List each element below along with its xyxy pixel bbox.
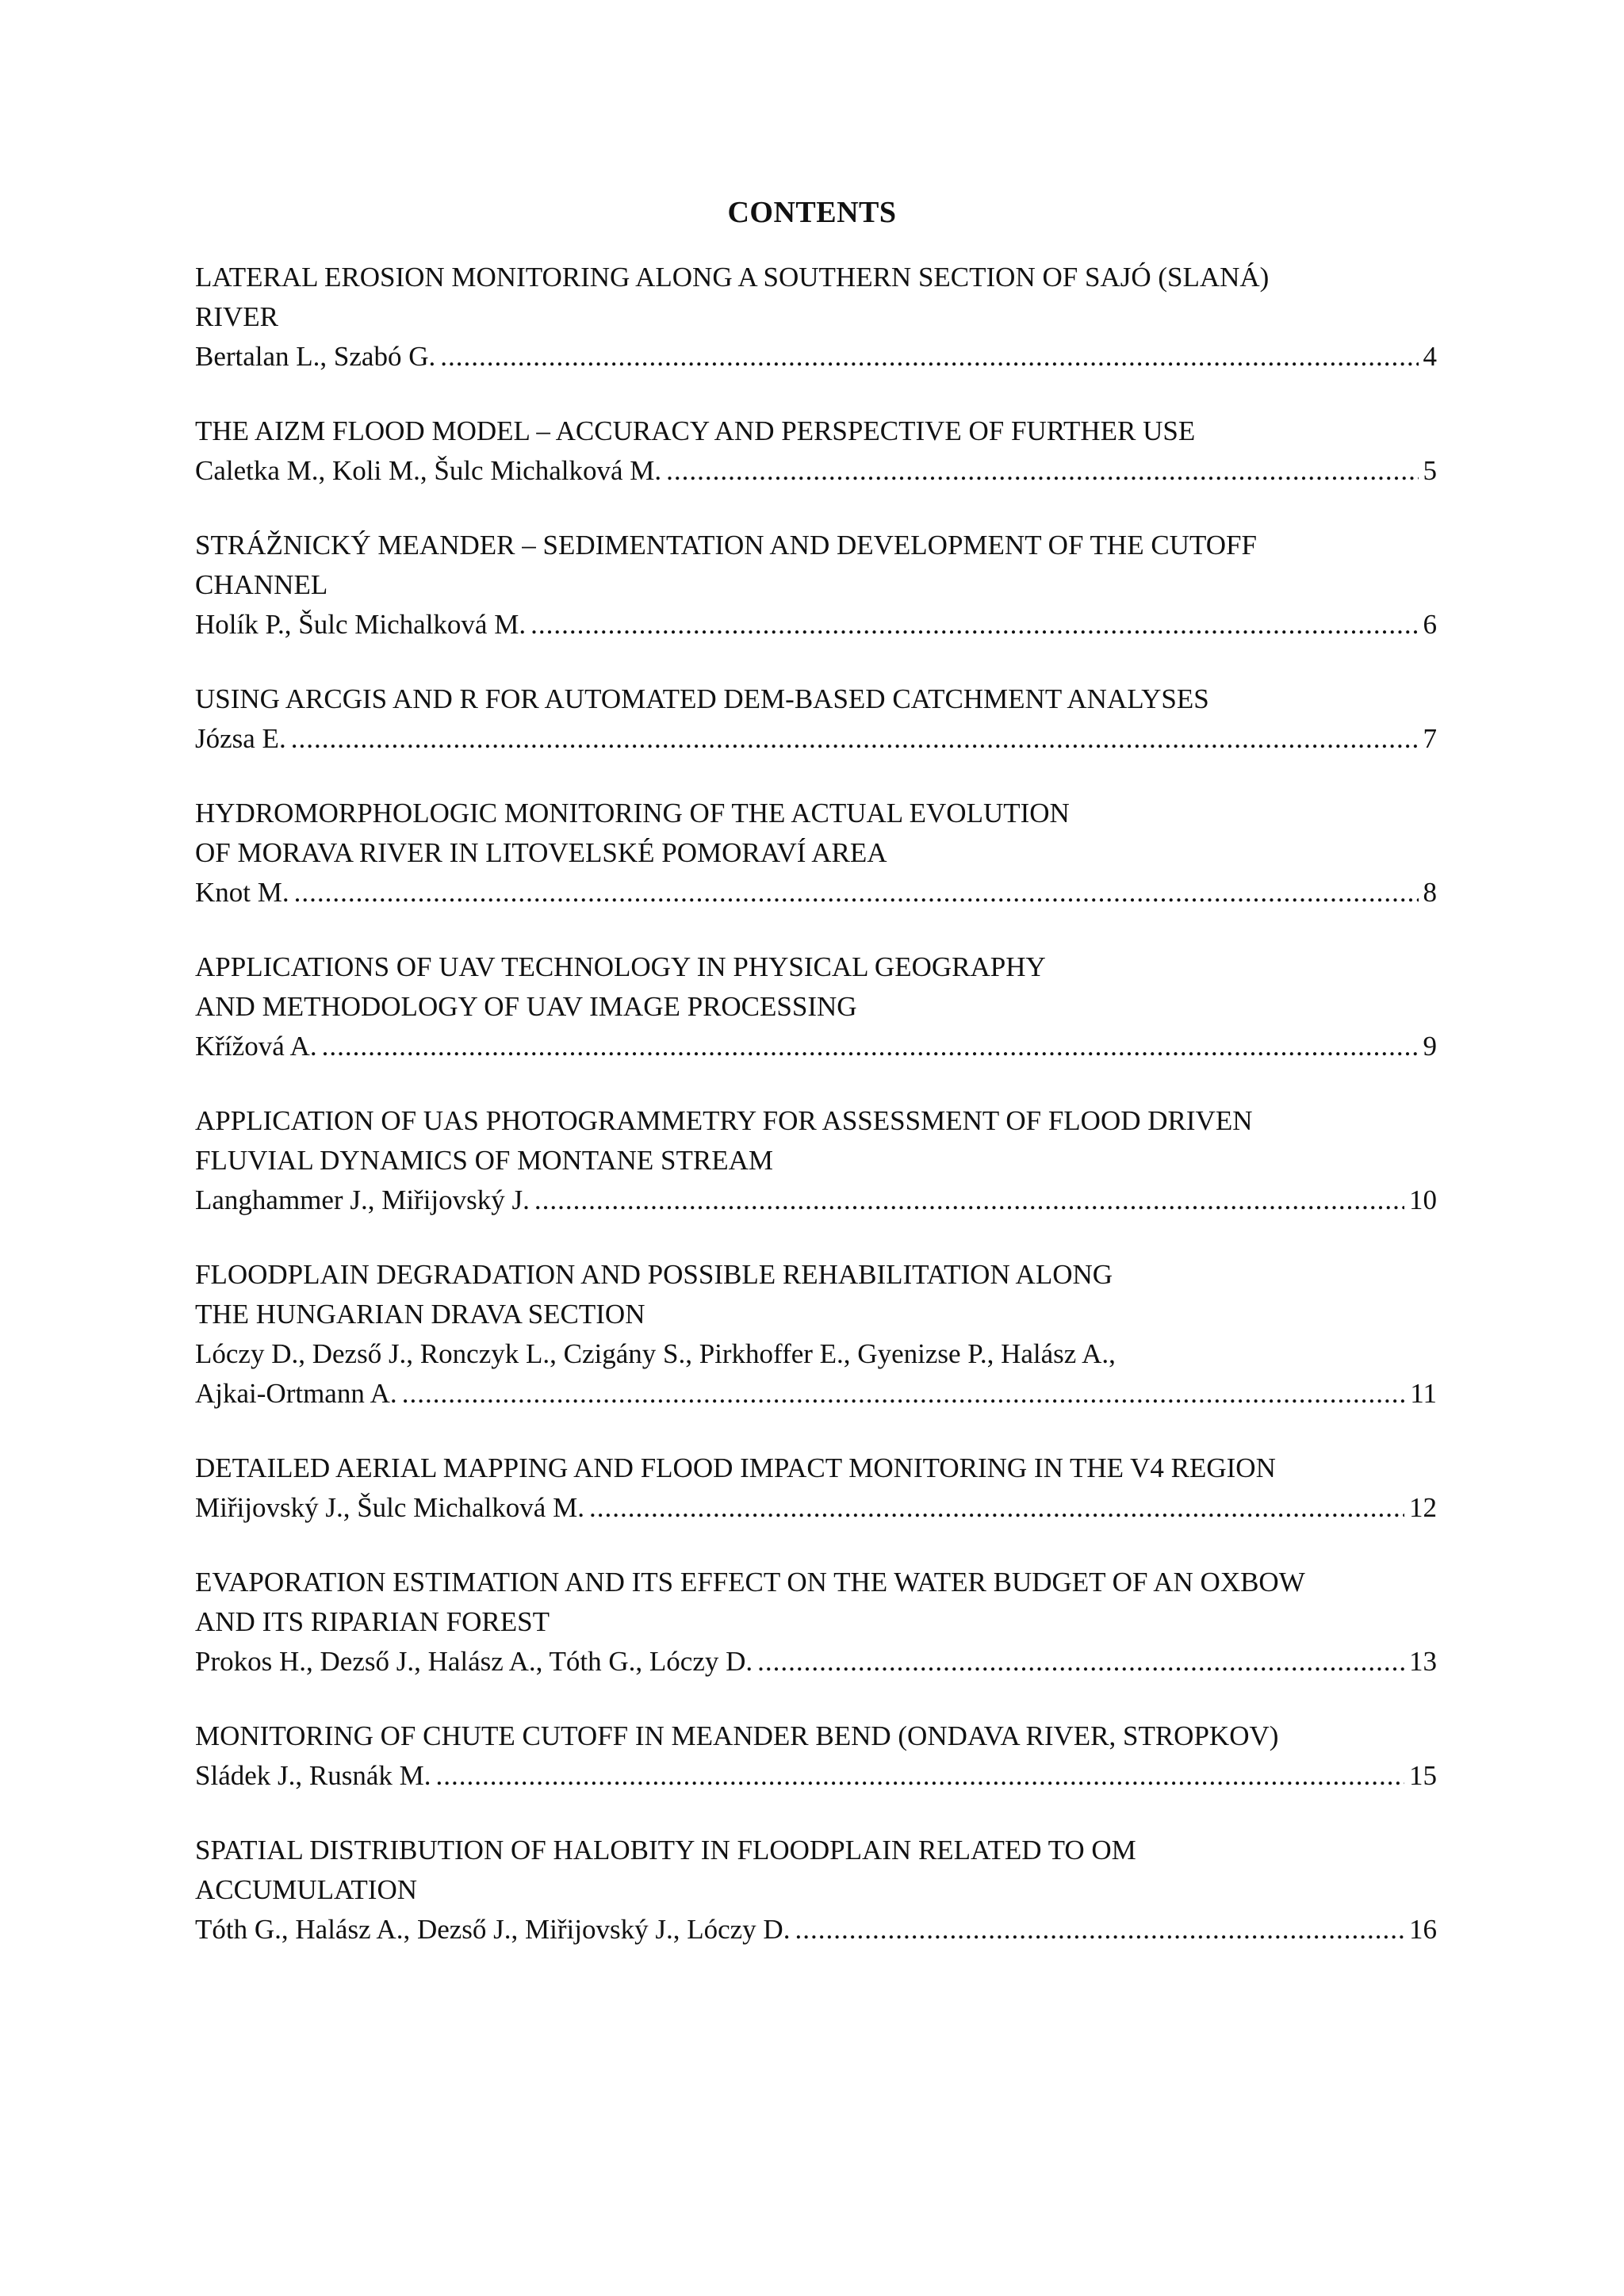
toc-entry[interactable]: [195, 411, 1437, 491]
entry-authors: Holík P., Šulc Michalková M.: [195, 609, 527, 640]
toc-entry[interactable]: [195, 1255, 1437, 1414]
toc-entry[interactable]: [195, 1716, 1437, 1796]
toc-entry[interactable]: [195, 1101, 1437, 1220]
toc-entry[interactable]: [195, 794, 1437, 913]
entry-authors: Ajkai-Ortmann A.: [195, 1378, 397, 1409]
entry-title-line: STRÁŽNICKÝ MEANDER – SEDIMENTATION AND DEVELOPMENT OF THE CUTOFF: [195, 530, 1257, 561]
entry-page-number: 7: [1423, 723, 1437, 754]
toc-entry[interactable]: [195, 1563, 1437, 1682]
entry-title-line: THE AIZM FLOOD MODEL – ACCURACY AND PERSPECTIVE OF FURTHER USE: [195, 415, 1196, 446]
entry-title-line: USING ARCGIS AND R FOR AUTOMATED DEM-BASED CATCHMENT ANALYSES: [195, 683, 1209, 714]
entry-page-number: 5: [1423, 455, 1437, 486]
entry-authors-line: Lóczy D., Dezső J., Ronczyk L., Czigány S., Pirkhoffer E., Gyenizse P., Halász A.,: [195, 1338, 1116, 1369]
dot-leader: [530, 605, 1418, 645]
dot-leader: [322, 1027, 1419, 1066]
entry-authors-page-line: [195, 1027, 1437, 1066]
entry-authors-page-line: [195, 451, 1437, 491]
entry-authors: Prokos H., Dezső J., Halász A., Tóth G., Lóczy D.: [195, 1646, 753, 1677]
dot-leader: [757, 1642, 1404, 1682]
entry-page-number: 10: [1409, 1184, 1437, 1215]
entry-authors: Tóth G., Halász A., Dezső J., Miřijovský J., Lóczy D.: [195, 1914, 791, 1945]
toc-entry[interactable]: [195, 258, 1437, 377]
entry-authors: Caletka M., Koli M., Šulc Michalková M.: [195, 455, 662, 486]
dot-leader: [402, 1374, 1406, 1414]
toc-entry[interactable]: [195, 526, 1437, 645]
entry-authors: Sládek J., Rusnák M.: [195, 1760, 431, 1791]
entry-title-line: SPATIAL DISTRIBUTION OF HALOBITY IN FLOODPLAIN RELATED TO OM: [195, 1835, 1136, 1866]
entry-authors: Langhammer J., Miřijovský J.: [195, 1184, 530, 1215]
toc-entry[interactable]: [195, 679, 1437, 759]
entry-authors-page-line: [195, 1756, 1437, 1796]
entry-page-number: 11: [1410, 1378, 1437, 1409]
entry-authors-page-line: [195, 1181, 1437, 1220]
dot-leader: [291, 719, 1419, 759]
page-title: CONTENTS: [727, 196, 897, 229]
entry-title-line: APPLICATION OF UAS PHOTOGRAMMETRY FOR ASSESSMENT OF FLOOD DRIVEN: [195, 1105, 1253, 1136]
entry-title-line: AND METHODOLOGY OF UAV IMAGE PROCESSING: [195, 991, 857, 1022]
entry-page-number: 16: [1409, 1914, 1437, 1945]
entry-authors: Knot M.: [195, 877, 289, 908]
entry-page-number: 15: [1409, 1760, 1437, 1791]
entry-authors-page-line: [195, 605, 1437, 645]
entry-page-number: 9: [1423, 1031, 1437, 1062]
dot-leader: [436, 1756, 1405, 1796]
entry-title-line: LATERAL EROSION MONITORING ALONG A SOUTHERN SECTION OF SAJÓ (SLANÁ): [195, 262, 1270, 293]
dot-leader: [534, 1181, 1404, 1220]
entry-title-line: CHANNEL: [195, 569, 328, 600]
entry-authors-page-line: [195, 1642, 1437, 1682]
toc-entry[interactable]: [195, 1831, 1437, 1950]
entry-authors-page-line: [195, 873, 1437, 913]
dot-leader: [589, 1488, 1404, 1528]
entry-page-number: 4: [1423, 341, 1437, 372]
entry-title-line: APPLICATIONS OF UAV TECHNOLOGY IN PHYSICAL GEOGRAPHY: [195, 951, 1046, 982]
entry-title-line: FLUVIAL DYNAMICS OF MONTANE STREAM: [195, 1145, 773, 1176]
entry-authors-page-line: [195, 1488, 1437, 1528]
entry-authors: Bertalan L., Szabó G.: [195, 341, 436, 372]
entry-title-line: DETAILED AERIAL MAPPING AND FLOOD IMPACT MONITORING IN THE V4 REGION: [195, 1452, 1276, 1483]
entry-title-line: FLOODPLAIN DEGRADATION AND POSSIBLE REHABILITATION ALONG: [195, 1259, 1113, 1290]
dot-leader: [795, 1910, 1404, 1950]
entry-authors-page-line: [195, 719, 1437, 759]
toc-entry[interactable]: [195, 1448, 1437, 1528]
entry-title-line: HYDROMORPHOLOGIC MONITORING OF THE ACTUAL EVOLUTION: [195, 798, 1070, 828]
dot-leader: [666, 451, 1418, 491]
dot-leader: [440, 337, 1418, 377]
entry-authors: Józsa E.: [195, 723, 286, 754]
entry-authors: Miřijovský J., Šulc Michalková M.: [195, 1492, 584, 1523]
entry-title-line: MONITORING OF CHUTE CUTOFF IN MEANDER BEND (ONDAVA RIVER, STROPKOV): [195, 1720, 1279, 1751]
entry-page-number: 12: [1409, 1492, 1437, 1523]
entry-title-line: THE HUNGARIAN DRAVA SECTION: [195, 1299, 645, 1330]
entry-authors: Křížová A.: [195, 1031, 317, 1062]
entry-authors-page-line: [195, 337, 1437, 377]
entry-authors-page-line: [195, 1910, 1437, 1950]
entry-title-line: EVAPORATION ESTIMATION AND ITS EFFECT ON THE WATER BUDGET OF AN OXBOW: [195, 1567, 1305, 1598]
entry-authors-page-line: [195, 1374, 1437, 1414]
entry-page-number: 6: [1423, 609, 1437, 640]
table-of-contents: [195, 258, 1437, 1984]
entry-title-line: RIVER: [195, 301, 278, 332]
entry-title-line: OF MORAVA RIVER IN LITOVELSKÉ POMORAVÍ AREA: [195, 837, 887, 868]
entry-page-number: 8: [1423, 877, 1437, 908]
entry-page-number: 13: [1409, 1646, 1437, 1677]
toc-entry[interactable]: [195, 947, 1437, 1066]
dot-leader: [294, 873, 1419, 913]
entry-title-line: ACCUMULATION: [195, 1874, 417, 1905]
entry-title-line: AND ITS RIPARIAN FOREST: [195, 1606, 550, 1637]
